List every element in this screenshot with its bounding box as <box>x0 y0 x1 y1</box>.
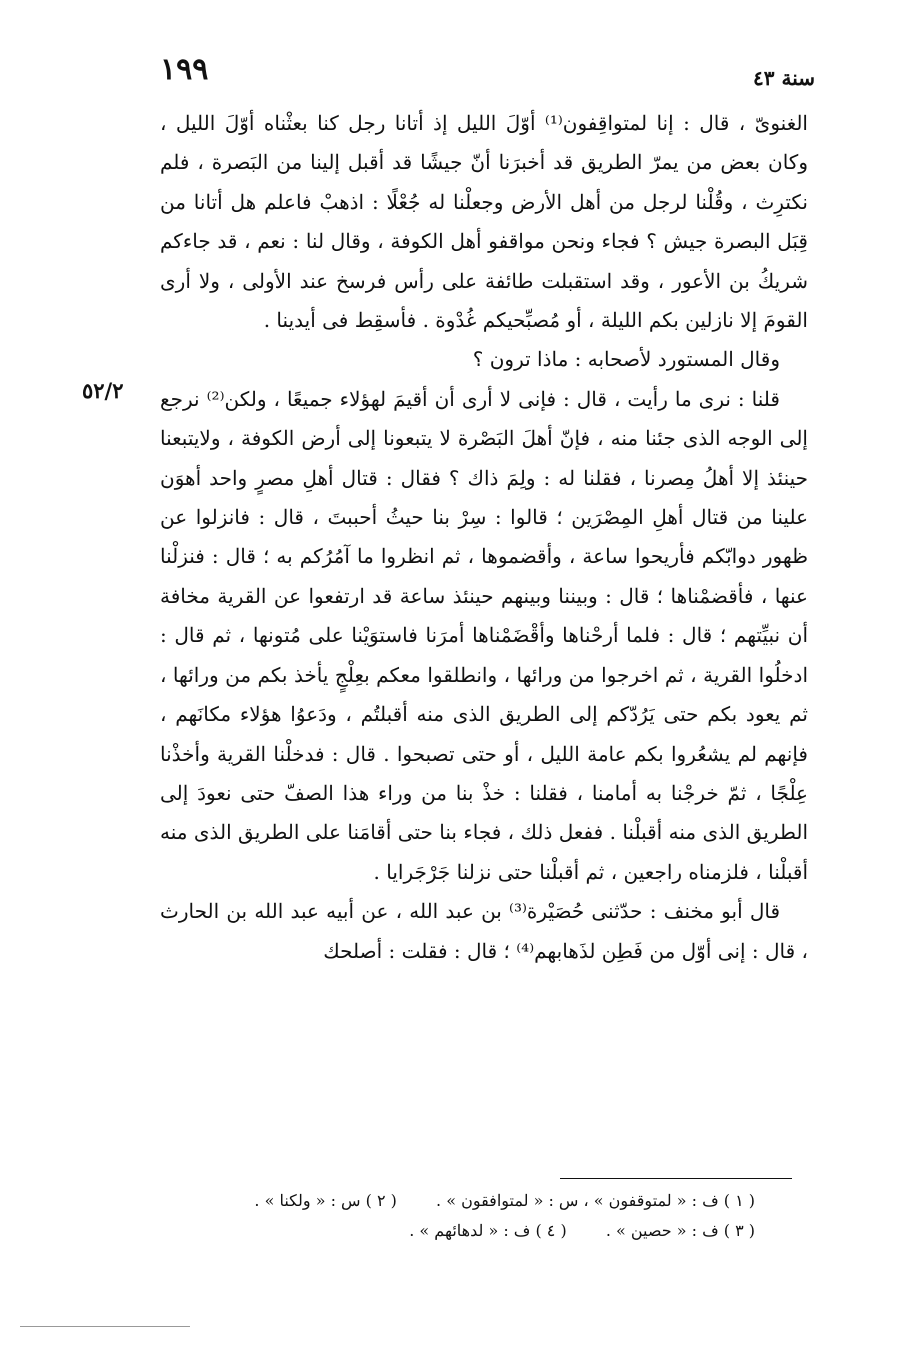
footnote-line <box>195 1186 755 1216</box>
footnote-line <box>195 1216 755 1246</box>
paragraph: وقال المستورد لأصحابه : ماذا ترون ؟ <box>472 347 780 372</box>
footnote: ( ٤ ) ف : « لدهائهم » . <box>409 1221 567 1240</box>
paragraph: قلنا : نرى ما رأيت ، قال : فإنى لا أرى أن أقيمَ لهؤلاء جميعًا ، ولكن⁽²⁾ نرجع إلى الوجه الذى جئنا منه ، فإنّ أهلَ البَصْرة لا يتبعونا إلى أرض الكوفة ، ولايتبعنا حينئذ إلا أهلُ مِصرنا ، فقلنا له : ولِمَ ذاك ؟ فقال : قتال أهلِ مصرٍ واحد أهوَن علينا من قتال أهلِ المِصْرَين ؛ قالوا : سِرْ بنا حيثُ أحببتَ ، قال : فانزلوا عن ظهور دوابّكم فأريحوا ساعة ، وأقضموها ، ثم انظروا ما آمُرُكم به ؛ قال : فنزلْنا عنها ، فأقضمْناها ؛ قال : وبيننا وبينهم حينئذ ساعة قد ارتفعوا عن القرية مخافة أن نبيِّتهم ؛ قال : فلما أرحْناها وأقْضَمْناها أمرَنا فاستوَيْنا على مُتونها ، ثم قال : ادخلُوا القرية ، ثم اخرجوا من ورائها ، وانطلقوا معكم بعِلْجٍ يأخذ بكم من ورائها ، ثم يعود بكم حتى يَرُدّكم إلى الطريق الذى منه أقبلتُم ، ودَعوُا هؤلاء مكانَهم ، فإنهم لم يشعُروا بكم عامة الليل ، أو حتى تصبحوا . قال : فدخلْنا القرية وأخذْنا عِلْجًا ، ثمّ خرجْنا به أمامنا ، فقلنا : خذْ بنا من وراء هذا الصفّ حتى نعودَ إلى الطريق الذى منه أقبلْنا . ففعل ذلك ، فجاء بنا حتى أقامَنا على الطريق الذى منه أقبلْنا ، فلزمناه راجعين ، ثم أقبلْنا حتى نزلنا جَرْجَرايا . <box>160 386 808 884</box>
paragraph: الغنوىّ ، قال : إنا لمتواقِفون⁽¹⁾ أوّلَ الليل إذ أتانا رجل كنا بعثْناه أوّلَ الليل ، وكان بعض من يمرّ الطريق قد أخبرَنا أنّ جيشًا قد أقبل إلينا من البَصرة ، فلم نكترِث ، وقُلْنا لرجل من أهل الأرض وجعلْنا له جُعْلًا : اذهبْ فاعلم هل أتانا من قِبَل البصرة جيش ؟ فجاء ونحن مواقفو أهل الكوفة ، وقال لنا : نعم ، قد جاءكم شريكُ بن الأعور ، وقد استقبلت طائفة على رأس فرسخ عند الأولى ، ولا أرى القومَ إلا نازلين بكم الليلة ، أو مُصبِّحيكم غُدْوة . فأسقِط فى أيدينا . <box>160 111 808 333</box>
margin-reference: ٥٢/٢ <box>82 378 124 403</box>
paragraph: قال أبو مخنف : حدّثنى حُصَيْرة⁽³⁾ بن عبد الله ، عن أبيه عبد الله بن الحارث ، قال : إنى أوّل من فَطِن لذَهابهم⁽⁴⁾ ؛ قال : فقلت : أصلحك <box>160 899 808 963</box>
page-number: ١٩٩ <box>160 52 209 87</box>
main-text <box>160 104 808 971</box>
footnote: ( ١ ) ف : « لمتوقفون » ، س : « لمتوافقون » . <box>436 1191 755 1210</box>
footnotes <box>195 1186 755 1246</box>
footnote: ( ٢ ) س : « ولكنا » . <box>254 1191 397 1210</box>
running-head: سنة ٤٣ <box>753 66 815 90</box>
footnote: ( ٣ ) ف : « حصين » . <box>605 1221 755 1240</box>
footnote-divider <box>560 1178 792 1179</box>
scan-edge-line <box>20 1326 190 1327</box>
